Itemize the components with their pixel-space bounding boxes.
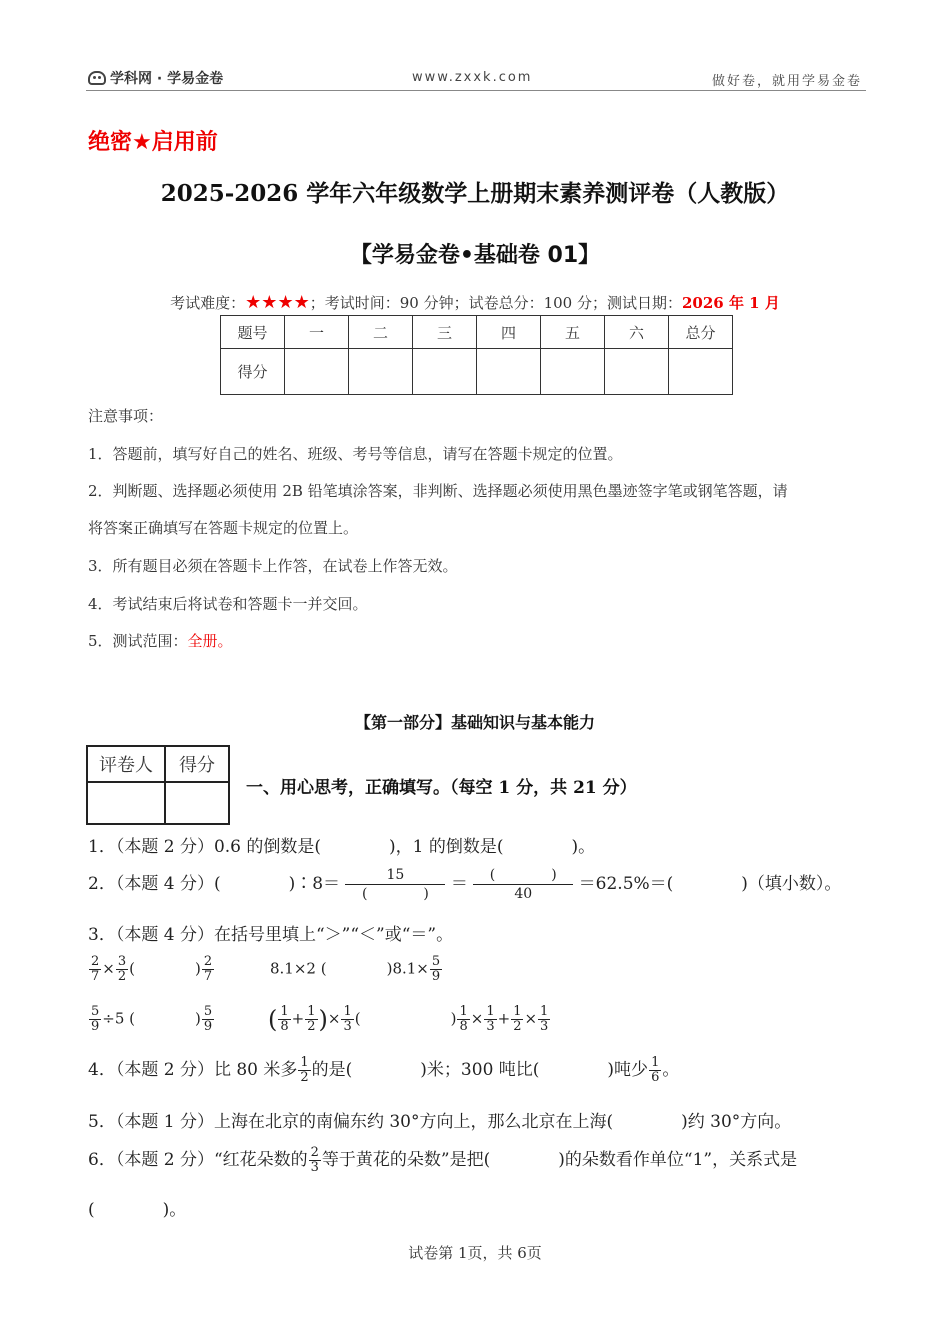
numerator: ( )	[473, 866, 573, 885]
score-header: 五	[541, 316, 605, 349]
grader-header: 得分	[165, 746, 229, 782]
numerator: 15	[345, 866, 445, 885]
fraction	[116, 955, 128, 984]
denominator: 3	[310, 1160, 319, 1175]
fraction	[484, 1005, 496, 1034]
denominator: 3	[540, 1019, 549, 1034]
exam-date: 2026 年 1 月	[681, 294, 780, 312]
denominator: 2	[300, 1070, 309, 1085]
fraction	[202, 955, 214, 984]
note-item-prefix: 5．测试范围：	[88, 632, 188, 650]
test-scope: 全册。	[187, 632, 233, 650]
logo-text: 学科网 · 学易金卷	[110, 71, 224, 87]
header-logo	[88, 68, 223, 88]
score-cell[interactable]	[541, 349, 605, 395]
score-row-label: 得分	[221, 349, 285, 395]
exam-info-text: ；考试时间：90 分钟；试卷总分：100 分；测试日期：	[309, 294, 682, 312]
score-header: 二	[349, 316, 413, 349]
fraction	[511, 1005, 523, 1034]
part-title: 【第一部分】基础知识与基本能力	[354, 713, 595, 732]
denominator: 3	[343, 1019, 352, 1034]
secret-label: 绝密★启用前	[88, 130, 218, 155]
question-6	[88, 1145, 797, 1175]
comparison-item	[88, 1005, 215, 1034]
question-3: 3．（本题 4 分）在括号里填上“＞”“＜”或“＝”。	[88, 925, 454, 945]
denominator: 2	[307, 1019, 316, 1034]
fraction	[305, 1005, 317, 1034]
answer-blank[interactable]: ( )	[354, 1009, 457, 1028]
fraction	[430, 955, 442, 984]
denominator: 8	[459, 1019, 468, 1034]
score-header: 三	[413, 316, 477, 349]
section-title: 一、用心思考，正确填写。（每空 1 分，共 21 分）	[246, 778, 637, 798]
note-item: 将答案正确填写在答题卡规定的位置上。	[88, 519, 359, 537]
numerator: 1	[459, 1004, 468, 1019]
question-text: 8.1×2 ( )8.1×	[270, 959, 429, 978]
denominator: 40	[514, 886, 533, 902]
grader-cell[interactable]	[87, 782, 165, 824]
numerator: 1	[486, 1004, 495, 1019]
fraction	[345, 866, 445, 903]
numerator: 5	[431, 954, 441, 969]
score-cell[interactable]	[605, 349, 669, 395]
question-1: 1．（本题 2 分）0.6 的倒数是( )，1 的倒数是( )。	[88, 837, 596, 857]
fraction	[341, 1005, 353, 1034]
numerator: 1	[540, 1004, 549, 1019]
question-4	[88, 1055, 679, 1085]
difficulty-label: 考试难度：	[170, 294, 246, 312]
score-cell[interactable]	[285, 349, 349, 395]
fraction	[538, 1005, 550, 1034]
header-slogan: 做好卷，就用学易金卷	[711, 74, 862, 89]
comparison-item: $\frac{2}{7}$ × $\frac{3}{2}$ ( ) $\frac{2}{7}$	[91, 954, 213, 984]
question-text: 的是( )米；300 吨比( )吨少	[311, 1060, 649, 1080]
numerator: 1	[513, 1004, 522, 1019]
note-item: 1．答题前，填写好自己的姓名、班级、考号等信息，请写在答题卡规定的位置。	[88, 445, 623, 463]
denominator: 6	[651, 1070, 660, 1085]
score-cell[interactable]	[477, 349, 541, 395]
question-text: 。	[662, 1060, 680, 1080]
score-table	[220, 315, 733, 395]
numerator: 5	[203, 1004, 213, 1019]
question-text: ＝	[450, 874, 468, 894]
denominator: ( )	[361, 886, 429, 902]
numerator: 1	[280, 1004, 289, 1019]
note-item: 3．所有题目必须在答题卡上作答，在试卷上作答无效。	[88, 557, 458, 575]
fraction	[202, 1005, 214, 1034]
question-text: 等于黄花的朵数”是把( )的朵数看作单位“1”，关系式是	[321, 1150, 798, 1170]
denominator: 8	[280, 1019, 289, 1034]
grader-cell[interactable]	[165, 782, 229, 824]
comparison-item	[270, 955, 443, 984]
numerator: 3	[117, 954, 127, 969]
fraction	[89, 1005, 101, 1034]
question-6-continued: ( )。	[88, 1200, 187, 1220]
exam-info	[0, 292, 950, 313]
numerator: 2	[91, 954, 100, 969]
denominator: 2	[117, 969, 127, 984]
fraction	[457, 1005, 469, 1034]
page-title: 2025-2026 学年六年级数学上册期末素养测评卷（人教版）	[160, 180, 790, 207]
score-cell[interactable]	[413, 349, 477, 395]
note-item: 2．判断题、选择题必须使用 2B 铅笔填涂答案，非判断、选择题必须使用黑色墨迹签字笔或钢笔答题，请	[88, 482, 788, 500]
numerator: 1	[300, 1055, 309, 1070]
note-item: 4．考试结束后将试卷和答题卡一并交回。	[88, 595, 368, 613]
denominator: 7	[91, 969, 100, 984]
logo-icon	[88, 71, 106, 85]
notes-heading: 注意事项：	[88, 407, 164, 425]
fraction	[298, 1056, 310, 1085]
denominator: 3	[486, 1019, 495, 1034]
question-5: 5．（本题 1 分）上海在北京的南偏东约 30°方向上，那么北京在上海( )约 30°方向。	[88, 1112, 792, 1132]
fraction	[473, 866, 573, 903]
numerator: 5	[91, 1004, 100, 1019]
question-2	[88, 866, 841, 903]
question-text: ＝62.5%＝( )（填小数）。	[578, 874, 842, 894]
page-subtitle: 【学易金卷•基础卷 01】	[349, 243, 601, 268]
denominator: 9	[431, 969, 441, 984]
fraction	[309, 1146, 321, 1175]
score-header: 一	[285, 316, 349, 349]
score-header: 题号	[221, 316, 285, 349]
question-text: 4．（本题 2 分）比 80 米多	[88, 1060, 298, 1080]
fraction	[89, 955, 101, 984]
numerator: 2	[310, 1145, 319, 1160]
page-footer: 试卷第 1页，共 6页	[408, 1244, 542, 1262]
score-cell[interactable]	[669, 349, 733, 395]
header-divider	[86, 90, 866, 91]
comparison-item: ( $\frac{1}{8}$ + $\frac{1}{2}$ )× $\frac{1}{3}$ ( ) $\frac{1}{8}$ × $\frac{1}{3}$ + $\frac{1}{2}$ × $\frac{1}{3}$	[268, 1004, 549, 1034]
denominator: 9	[91, 1019, 100, 1034]
grader-table	[86, 745, 230, 825]
question-text: 6．（本题 2 分）“红花朵数的	[88, 1150, 308, 1170]
header-url[interactable]: www.zxxk.com	[412, 70, 533, 85]
fraction	[649, 1056, 661, 1085]
numerator: 1	[651, 1055, 660, 1070]
score-header: 六	[605, 316, 669, 349]
note-item	[88, 630, 233, 651]
answer-blank[interactable]: ÷5 ( )	[102, 1009, 201, 1028]
denominator: 2	[513, 1019, 522, 1034]
numerator: 1	[343, 1004, 352, 1019]
question-text: 2．（本题 4 分）( )∶8＝	[88, 874, 341, 894]
denominator: 9	[203, 1019, 213, 1034]
answer-blank[interactable]: ( )	[129, 959, 201, 978]
numerator: 2	[203, 954, 213, 969]
fraction	[278, 1005, 290, 1034]
score-header: 总分	[669, 316, 733, 349]
denominator: 7	[203, 969, 213, 984]
score-header: 四	[477, 316, 541, 349]
numerator: 1	[307, 1004, 316, 1019]
grader-header: 评卷人	[87, 746, 165, 782]
star-rating-icon: ★★★★	[245, 292, 310, 313]
score-cell[interactable]	[349, 349, 413, 395]
